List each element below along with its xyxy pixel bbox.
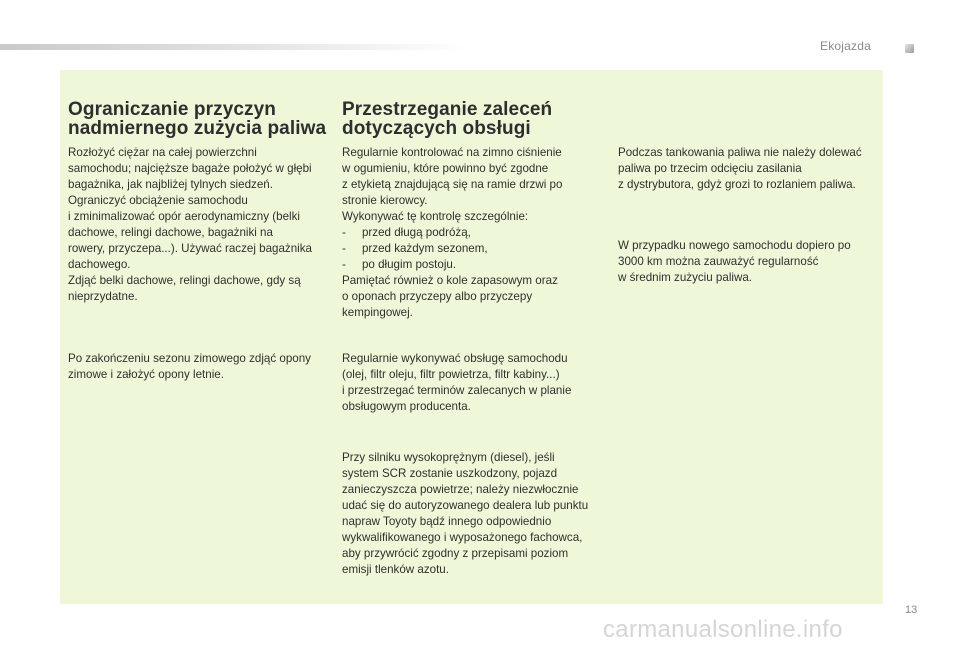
text-line: i przestrzegać terminów zalecanych w planie (342, 384, 572, 397)
paragraph-refuelling (618, 145, 880, 193)
text-line: w średnim zużyciu paliwa. (618, 271, 753, 284)
text-line: W przypadku nowego samochodu dopiero po (618, 239, 851, 252)
paragraph-scr-system (342, 450, 604, 578)
text-line: udać się do autoryzowanego dealera lub punktu (342, 499, 589, 512)
content-panel (60, 70, 883, 604)
heading-line: nadmiernego zużycia paliwa (68, 118, 327, 139)
heading-line: Przestrzeganie zaleceń (342, 99, 553, 120)
text-line: Przy silniku wysokoprężnym (diesel), jeśli (342, 451, 555, 464)
list-item: - przed długą podróżą, (342, 226, 471, 239)
header-gradient-rule (0, 44, 470, 50)
text-line: (olej, filtr oleju, filtr powietrza, filtr kabiny...) (342, 368, 560, 381)
text-line: samochodu; najcięższe bagaże położyć w głębi (68, 162, 312, 175)
list-item: - po długim postoju. (342, 258, 457, 271)
heading-line: dotyczących obsługi (342, 118, 531, 139)
paragraph-winter-tyres (68, 351, 330, 383)
heading-fuel-consumption (68, 100, 326, 138)
text-line: Podczas tankowania paliwa nie należy dolewać (618, 146, 862, 159)
text-line: nieprzydatne. (68, 290, 138, 303)
text-line: wykwalifikowanego i wyposażonego fachowca, (342, 531, 583, 544)
text-line: zimowe i założyć opony letnie. (68, 368, 224, 381)
text-line: 3000 km można zauważyć regularność (618, 255, 819, 268)
text-line: i zminimalizować opór aerodynamiczny (belki (68, 210, 300, 223)
text-line: Zdjąć belki dachowe, relingi dachowe, gdy są (68, 274, 301, 287)
text-line: dachowego. (68, 258, 131, 271)
list-item: - przed każdym sezonem, (342, 242, 488, 255)
paragraph-new-vehicle (618, 238, 880, 286)
text-line: bagażnika, jak najbliżej tylnych siedzeń. (68, 178, 273, 191)
text-line: rowery, przyczepa...). Używać raczej bagażnika (68, 242, 312, 255)
text-line: w ogumieniu, które powinno być zgodne (342, 162, 549, 175)
text-line: emisji tlenków azotu. (342, 563, 449, 576)
text-line: system SCR zostanie uszkodzony, pojazd (342, 467, 558, 480)
text-line: Pamiętać również o kole zapasowym oraz (342, 274, 558, 287)
paragraph-tyre-pressure (342, 145, 604, 321)
text-line: Po zakończeniu sezonu zimowego zdjąć opony (68, 352, 311, 365)
paragraph-regular-service (342, 351, 604, 415)
watermark-text: carmanualsonline.info (603, 616, 843, 643)
text-line: dachowe, relingi dachowe, bagażniki na (68, 226, 273, 239)
text-line: kempingowej. (342, 306, 413, 319)
section-title: Ekojazda (820, 39, 871, 53)
text-line: napraw Toyoty bądź innego odpowiednio (342, 515, 552, 528)
text-line: Regularnie kontrolować na zimno ciśnienie (342, 146, 562, 159)
text-line: zanieczyszcza powietrze; należy niezwłocznie (342, 483, 579, 496)
text-line: aby przywrócić zgodny z przepisami poziom (342, 547, 569, 560)
text-line: Rozłożyć ciężar na całej powierzchni (68, 146, 257, 159)
text-line: paliwa po trzecim odcięciu zasilania (618, 162, 802, 175)
page-corner-marker (905, 44, 914, 53)
text-line: z etykietą znajdującą się na ramie drzwi po (342, 178, 563, 191)
heading-line: Ograniczanie przyczyn (68, 99, 277, 120)
heading-maintenance (342, 100, 552, 138)
text-line: Regularnie wykonywać obsługę samochodu (342, 352, 568, 365)
text-line: obsługowym producenta. (342, 400, 471, 413)
text-line: stronie kierowcy. (342, 194, 428, 207)
text-line: o oponach przyczepy albo przyczepy (342, 290, 533, 303)
paragraph-load-distribution (68, 145, 330, 305)
text-line: Ograniczyć obciążenie samochodu (68, 194, 248, 207)
text-line: z dystrybutora, gdyż grozi to rozlaniem paliwa. (618, 178, 856, 191)
page-number: 13 (905, 604, 918, 616)
text-line: Wykonywać tę kontrolę szczególnie: (342, 210, 529, 223)
